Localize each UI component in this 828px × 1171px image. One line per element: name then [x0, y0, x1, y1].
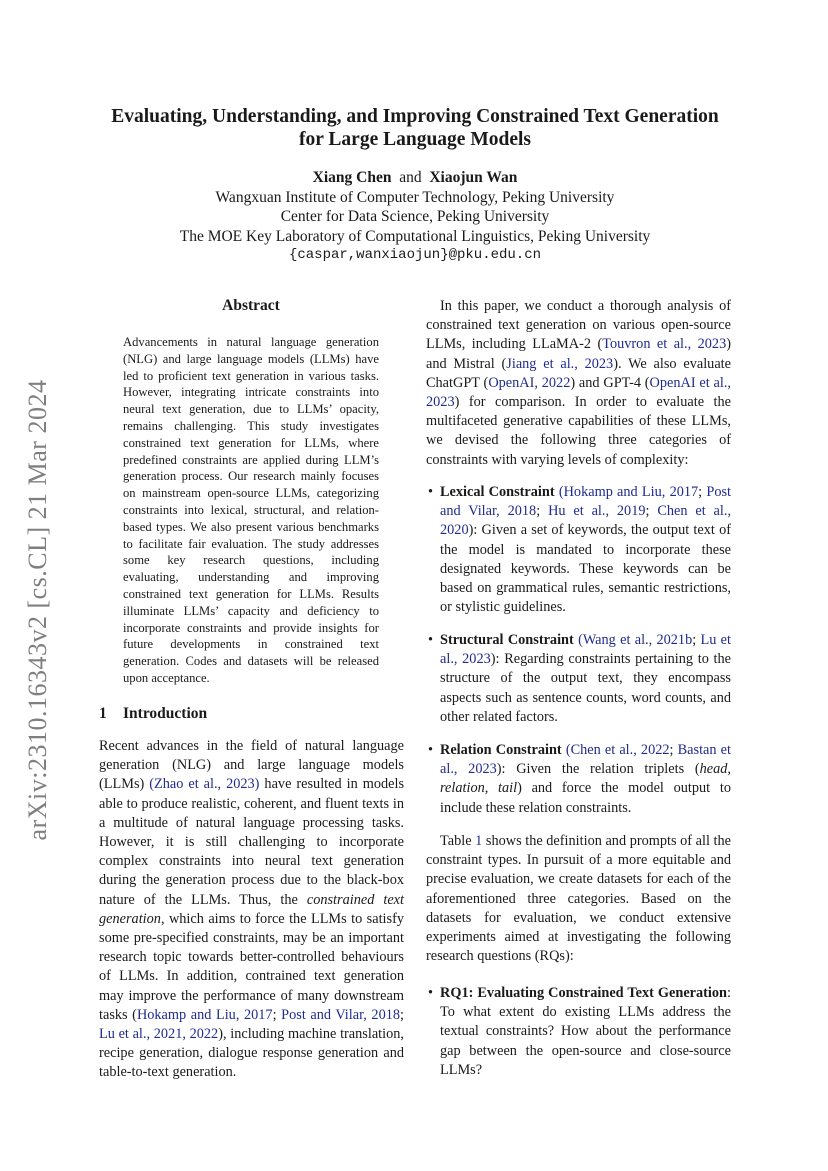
emphasis: constrained text generation — [99, 891, 404, 927]
affiliation-2: Center for Data Science, Peking University — [280, 208, 550, 225]
separator: ; — [645, 503, 658, 520]
citation-link[interactable]: Lu et al., 2023 — [440, 632, 731, 668]
text-run: ) for comparison. In order to evaluate the multifaceted generative capabilities of these LLMs, we devised the following three categories of constraints with varying levels of complexity: — [426, 394, 731, 468]
citation-link[interactable]: Chen et al., 2020 — [440, 503, 732, 539]
text-run: Table — [440, 833, 476, 849]
separator: ; — [400, 1006, 405, 1023]
section-heading-introduction — [99, 705, 207, 723]
citation-link[interactable]: (Hokamp and Liu, 2017 — [558, 484, 699, 500]
citation-link[interactable]: Post and Vilar, 2018 — [440, 484, 732, 520]
bullet-dot: • — [428, 484, 434, 500]
bullet-rq1 — [426, 984, 731, 1080]
right-paragraph-2 — [426, 832, 731, 966]
bullet-structural-constraint — [426, 631, 731, 727]
bullet-lexical-constraint — [426, 483, 731, 617]
table-ref-link[interactable]: 1 — [475, 833, 483, 849]
text-run: In this paper, we conduct a thorough analysis of constrained text generation on various open-source LLMs, including LLaMA-2 ( — [426, 298, 731, 353]
author-names — [90, 168, 740, 188]
text-run: : To what extent do existing LLMs address the textual constraints? How about the performance gap between the open-source and close-source LLMs? — [440, 985, 731, 1078]
separator: ; — [692, 632, 701, 648]
separator: ; — [272, 1006, 282, 1023]
abstract-heading: Abstract — [222, 297, 280, 314]
bullet-dot: • — [428, 742, 434, 758]
bullet-label: Relation Constraint — [440, 742, 562, 758]
citation-link[interactable]: Lu et al., 2021, 2022 — [99, 1026, 219, 1043]
separator: ; — [698, 484, 707, 500]
text-run: ): Regarding constraints pertaining to the structure of the output text, they encompass aspects such as sentence counts, word counts, and other related factors. — [440, 651, 732, 725]
text-run: ) and force the model output to include these relation constraints. — [440, 780, 731, 816]
author-1: Xiang Chen — [312, 169, 392, 186]
intro-paragraph — [99, 737, 404, 1083]
citation-link[interactable]: OpenAI et al., 2023 — [426, 374, 731, 411]
text-run: ) and GPT-4 ( — [570, 374, 650, 391]
citation-link[interactable]: OpenAI, 2022 — [488, 374, 571, 391]
affiliation-3: The MOE Key Laboratory of Computational Linguistics, Peking University — [179, 227, 651, 245]
author-2: Xiaojun Wan — [429, 169, 518, 186]
citation-link[interactable]: (Wang et al., 2021b — [578, 632, 693, 648]
bullet-label: Structural Constraint — [440, 632, 574, 648]
text-run: shows the definition and prompts of all the constraint types. In pursuit of a more equitable and precise evaluation, we create datasets for each of the aforementioned three categories. Based on the datasets for evaluation, we conduct extensive experiments aimed at investigating the following research questions (RQs): — [426, 833, 731, 965]
emphasis: head, relation, tail — [440, 761, 731, 797]
text-run: ) and Mistral ( — [426, 336, 731, 372]
citation-link[interactable]: Touvron et al., 2023 — [602, 336, 727, 353]
bullet-dot: • — [428, 985, 434, 1001]
text-run: have resulted in models able to produce realistic, coherent, and fluent texts in a multitude of natural language processing tasks. However, it is still challenging to incorporate complex constraints into neural text generation during the generation process due to the black-box nature of the LLMs. Thus, the — [99, 776, 405, 908]
bullet-dot: • — [428, 632, 434, 648]
text-run: Recent advances in the field of natural language generation (NLG) and large language models (LLMs) — [99, 738, 404, 793]
section-number: 1 — [99, 705, 107, 722]
bullet-label: Lexical Constraint — [440, 484, 555, 500]
separator: ; — [669, 742, 678, 758]
text-run: ). We also evaluate ChatGPT ( — [426, 355, 731, 391]
separator: ; — [536, 503, 549, 520]
bullet-label: RQ1: Evaluating Constrained Text Generation — [440, 985, 728, 1001]
right-paragraph-1 — [426, 297, 731, 470]
author-block — [90, 168, 740, 266]
citation-link[interactable]: Hu et al., 2019 — [548, 503, 646, 520]
title-line-2: for Large Language Models — [298, 129, 531, 150]
citation-link[interactable]: (Chen et al., 2022 — [565, 742, 670, 758]
text-run: ), including machine translation, recipe generation, dialogue response generation and table-to-text generation. — [99, 1026, 404, 1081]
paper-title — [90, 105, 740, 151]
title-line-1: Evaluating, Understanding, and Improving Constrained Text Generation — [111, 106, 719, 127]
text-run: ): Given the relation triplets ( — [496, 761, 700, 778]
citation-link[interactable]: Hokamp and Liu, 2017 — [136, 1006, 273, 1023]
abstract-text: Advancements in natural language generation (NLG) and large language models (LLMs) have led to proficient text generation in various tasks. However, integrating intricate constraints into neural text generation, due to LLMs’ opacity, remains challenging. This study investigates constrained text generation for LLMs, where predefined constraints are applied during LLM’s generation process. Our research mainly focuses on mainstream open-source LLMs, categorizing constraints into lexical, structural, and relation-based types. We also present various benchmarks to facilitate fair evaluation. The study addresses some key research questions, including evaluating, understanding and improving constrained text generation for LLMs. Results illuminate LLMs’ capacity and deficiency to incorporate constraints and provide insights for future developments in constrained text generation. Codes and datasets will be released upon acceptance. — [123, 335, 379, 685]
text-run: ): Given a set of keywords, the output text of the model is mandated to incorporate these designated keywords. These keywords can be based on grammatical rules, semantic restrictions, or stylistic guidelines. — [440, 522, 731, 616]
text-run: , which aims to force the LLMs to satisfy some pre-specified constraints, may be an important research topic towards better-controlled behaviours of LLMs. In addition, contrained text generation may improve the performance of many downstream tasks ( — [99, 910, 404, 1023]
arxiv-id: arXiv:2310.16343v2 [cs.CL] 21 Mar 2024 — [23, 379, 52, 841]
citation-link[interactable]: Jiang et al., 2023 — [506, 355, 614, 372]
author-email: {caspar,wanxiaojun}@pku.edu.cn — [288, 247, 542, 263]
citation-link[interactable]: Post and Vilar, 2018 — [281, 1006, 401, 1023]
arxiv-sidebar — [22, 360, 54, 860]
citation-link[interactable]: Bastan et al., 2023 — [440, 742, 731, 778]
author-and: and — [399, 169, 422, 186]
section-title: Introduction — [123, 705, 208, 722]
bullet-relation-constraint — [426, 741, 731, 818]
citation-link[interactable]: (Zhao et al., 2023) — [149, 776, 260, 793]
affiliation-1: Wangxuan Institute of Computer Technology, Peking University — [215, 188, 615, 206]
